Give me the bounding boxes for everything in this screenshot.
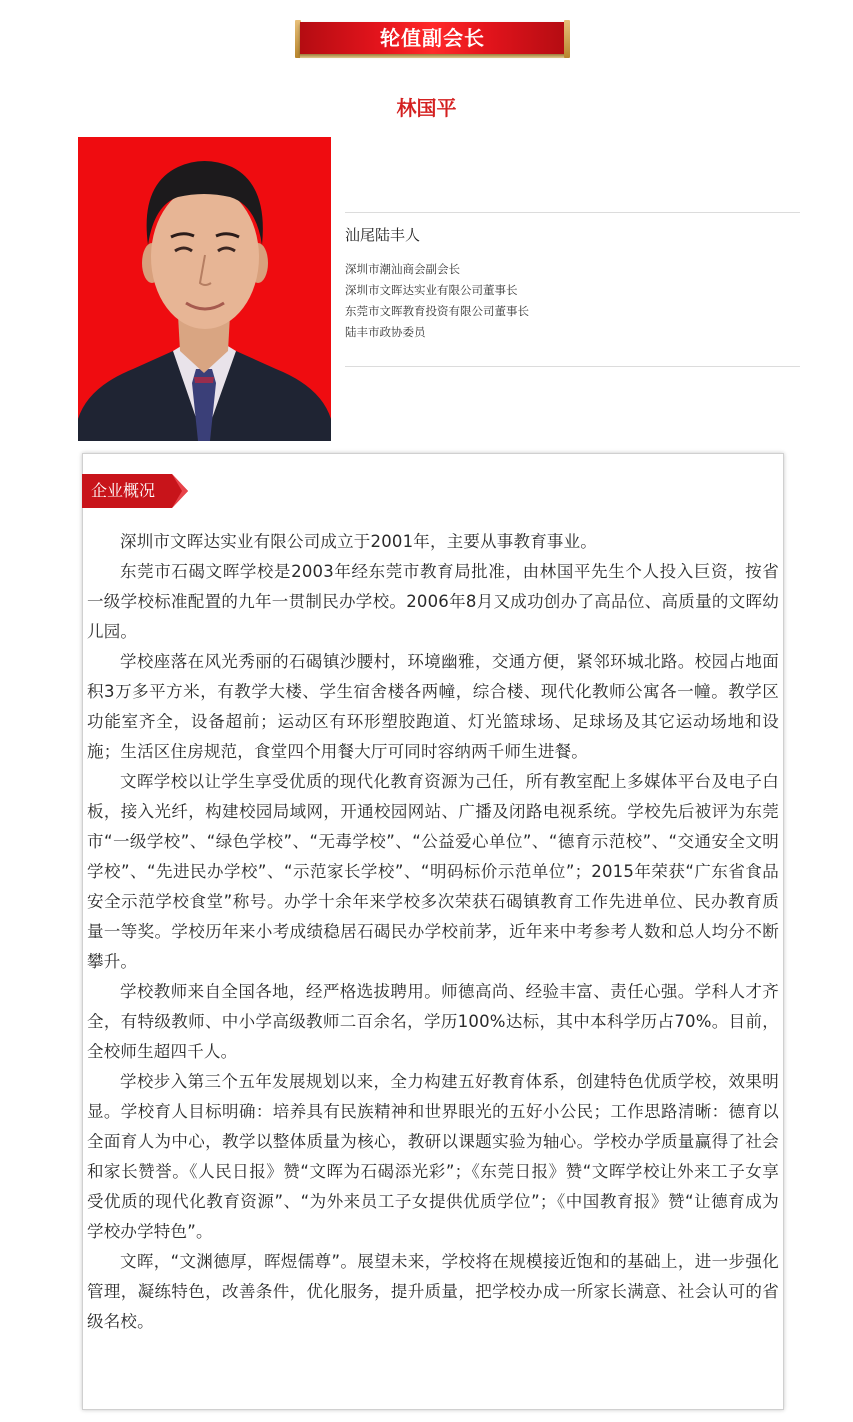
overview-paragraph: 学校座落在风光秀丽的石碣镇沙腰村，环境幽雅，交通方便，紧邻环城北路。校园占地面积3万多平方米，有教学大楼、学生宿舍楼各两幢，综合楼、现代化教师公寓各一幢。教学区功能室齐全，设备超前；运动区有环形塑胶跑道、灯光篮球场、足球场及其它运动场地和设施；生活区住房规范，食堂四个用餐大厅可同时容纳两千师生进餐。 [87, 652, 779, 761]
hometown-text: 汕尾陆丰人 [345, 226, 421, 244]
overview-paragraph: 深圳市文晖达实业有限公司成立于2001年，主要从事教育事业。 [120, 532, 597, 551]
portrait-illustration [78, 137, 331, 441]
overview-tag-label: 企业概况 [91, 481, 156, 500]
overview-paragraph: 文晖，“文渊德厚，晖煜儒尊”。展望未来，学校将在规模接近饱和的基础上，进一步强化管理，凝练特色，改善条件，优化服务，提升质量，把学校办成一所家长满意、社会认可的省级名校。 [87, 1252, 779, 1331]
banner-title: 轮值副会长 [380, 26, 485, 50]
overview-paragraph: 学校步入第三个五年发展规划以来，全力构建五好教育体系，创建特色优质学校，效果明显。学校育人目标明确：培养具有民族精神和世界眼光的五好小公民；工作思路清晰：德育以全面育人为中心，教学以整体质量为核心，教研以课题实验为轴心。学校办学质量赢得了社会和家长赞誉。《人民日报》赞“文晖为石碣添光彩”；《东莞日报》赞“文晖学校让外来工子女享受优质的现代化教育资源”、“为外来员工子女提供优质学位”；《中国教育报》赞“让德育成为学校办学特色”。 [87, 1072, 779, 1241]
section-banner [295, 20, 570, 60]
role-item: 深圳市潮汕商会副会长 [345, 262, 460, 276]
roles-list [345, 259, 529, 343]
portrait-photo [78, 137, 331, 441]
overview-paragraph: 文晖学校以让学生享受优质的现代化教育资源为己任，所有教室配上多媒体平台及电子白板，接入光纤，构建校园局域网，开通校园网站、广播及闭路电视系统。学校先后被评为东莞市“一级学校”、“绿色学校”、“无毒学校”、“公益爱心单位”、“德育示范校”、“交通安全文明学校”、“先进民办学校”、“示范家长学校”、“明码标价示范单位”；2015年荣获“广东省食品安全示范学校食堂”称号。办学十余年来学校多次荣获石碣镇教育工作先进单位、民办教育质量一等奖。学校历年来小考成绩稳居石碣民办学校前茅，近年来中考参考人数和总人均分不断攀升。 [87, 772, 779, 971]
bio-divider-bottom [345, 366, 800, 367]
company-overview-panel [82, 453, 784, 1410]
role-item: 深圳市文晖达实业有限公司董事长 [345, 283, 518, 297]
overview-paragraph: 学校教师来自全国各地，经严格选拔聘用。师德高尚、经验丰富、责任心强。学科人才齐全，有特级教师、中小学高级教师二百余名，学历100%达标，其中本科学历占70%。目前，全校师生超四千人。 [87, 982, 779, 1061]
overview-body [87, 527, 779, 1337]
person-name: 林国平 [396, 96, 457, 120]
bio-divider-top [345, 212, 800, 213]
role-item: 东莞市文晖教育投资有限公司董事长 [345, 304, 529, 318]
role-item: 陆丰市政协委员 [345, 325, 426, 339]
overview-paragraph: 东莞市石碣文晖学校是2003年经东莞市教育局批准，由林国平先生个人投入巨资，按省一级学校标准配置的九年一贯制民办学校。2006年8月又成功创办了高品位、高质量的文晖幼儿园。 [87, 562, 779, 641]
